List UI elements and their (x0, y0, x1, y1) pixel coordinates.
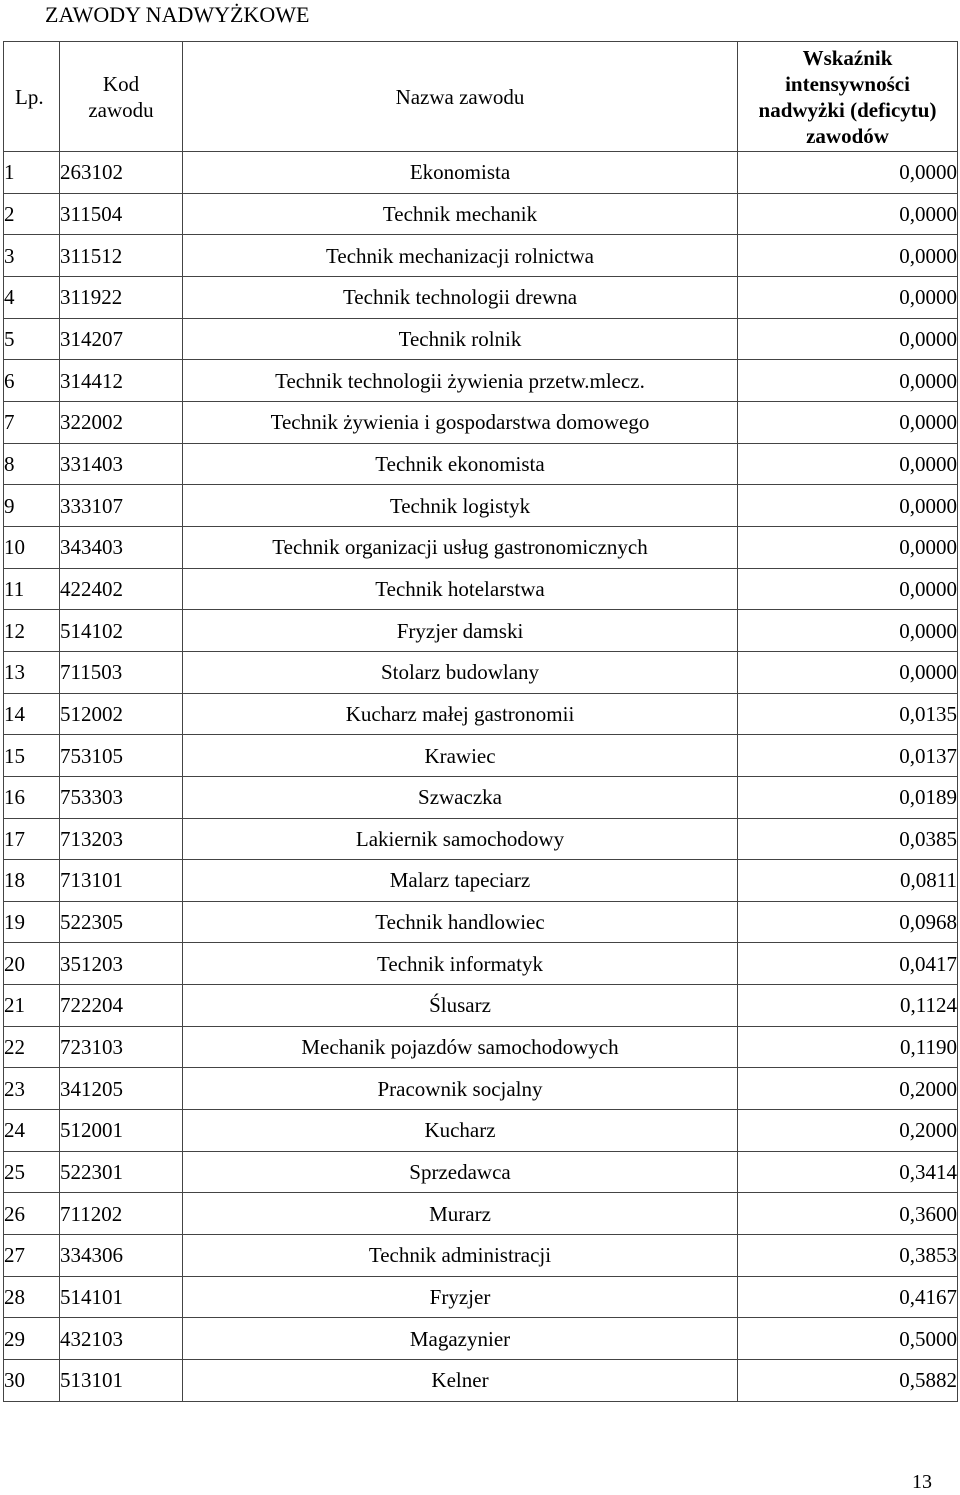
cell-value: 0,0000 (738, 152, 958, 194)
table-row (4, 318, 958, 360)
cell-name: Technik żywienia i gospodarstwa domowego (183, 401, 738, 443)
cell-name: Pracownik socjalny (183, 1068, 738, 1110)
cell-lp: 19 (4, 901, 60, 943)
cell-code: 753105 (60, 735, 183, 777)
cell-name: Stolarz budowlany (183, 651, 738, 693)
table-row (4, 568, 958, 610)
cell-lp: 15 (4, 735, 60, 777)
table-row (4, 485, 958, 527)
cell-value: 0,3414 (738, 1151, 958, 1193)
occupations-table (3, 41, 958, 1402)
cell-value: 0,0135 (738, 693, 958, 735)
cell-code: 334306 (60, 1235, 183, 1277)
header-code-line1: Kod (102, 71, 140, 96)
cell-name: Technik mechanik (183, 193, 738, 235)
cell-value: 0,5000 (738, 1318, 958, 1360)
cell-value: 0,0000 (738, 318, 958, 360)
cell-value: 0,0137 (738, 735, 958, 777)
cell-lp: 20 (4, 943, 60, 985)
table-header-row (4, 42, 958, 152)
cell-name: Mechanik pojazdów samochodowych (183, 1026, 738, 1068)
cell-value: 0,2000 (738, 1068, 958, 1110)
cell-lp: 18 (4, 860, 60, 902)
cell-code: 713101 (60, 860, 183, 902)
cell-value: 0,0811 (738, 860, 958, 902)
table-row (4, 1110, 958, 1152)
cell-value: 0,0000 (738, 193, 958, 235)
page-number: 13 (912, 1471, 932, 1493)
table-row (4, 860, 958, 902)
table-body (4, 152, 958, 1402)
cell-lp: 7 (4, 401, 60, 443)
cell-code: 322002 (60, 401, 183, 443)
cell-name: Fryzjer (183, 1276, 738, 1318)
cell-code: 351203 (60, 943, 183, 985)
cell-name: Technik technologii drewna (183, 276, 738, 318)
table-row (4, 985, 958, 1027)
cell-value: 0,0000 (738, 485, 958, 527)
cell-code: 311512 (60, 235, 183, 277)
cell-code: 514101 (60, 1276, 183, 1318)
cell-lp: 11 (4, 568, 60, 610)
cell-code: 341205 (60, 1068, 183, 1110)
table-row (4, 943, 958, 985)
cell-name: Kucharz małej gastronomii (183, 693, 738, 735)
cell-name: Technik hotelarstwa (183, 568, 738, 610)
cell-lp: 16 (4, 776, 60, 818)
cell-lp: 25 (4, 1151, 60, 1193)
cell-lp: 28 (4, 1276, 60, 1318)
cell-name: Technik mechanizacji rolnictwa (183, 235, 738, 277)
cell-lp: 29 (4, 1318, 60, 1360)
cell-code: 753303 (60, 776, 183, 818)
page-title: ZAWODY NADWYŻKOWE (45, 2, 310, 27)
table-row (4, 776, 958, 818)
header-index-line2: intensywności (785, 71, 910, 96)
cell-code: 713203 (60, 818, 183, 860)
cell-name: Technik handlowiec (183, 901, 738, 943)
cell-name: Technik rolnik (183, 318, 738, 360)
table-row (4, 1068, 958, 1110)
cell-code: 514102 (60, 610, 183, 652)
cell-value: 0,0385 (738, 818, 958, 860)
cell-lp: 5 (4, 318, 60, 360)
table-row (4, 735, 958, 777)
cell-value: 0,0000 (738, 443, 958, 485)
header-index (738, 42, 958, 152)
cell-value: 0,4167 (738, 1276, 958, 1318)
cell-value: 0,2000 (738, 1110, 958, 1152)
table-row (4, 1360, 958, 1402)
cell-code: 333107 (60, 485, 183, 527)
header-index-line4: zawodów (806, 123, 889, 148)
cell-lp: 17 (4, 818, 60, 860)
cell-name: Szwaczka (183, 776, 738, 818)
cell-lp: 21 (4, 985, 60, 1027)
cell-name: Malarz tapeciarz (183, 860, 738, 902)
table-row (4, 1026, 958, 1068)
cell-code: 343403 (60, 526, 183, 568)
cell-code: 522301 (60, 1151, 183, 1193)
cell-name: Kucharz (183, 1110, 738, 1152)
cell-code: 512002 (60, 693, 183, 735)
cell-value: 0,0189 (738, 776, 958, 818)
table-row (4, 526, 958, 568)
cell-code: 512001 (60, 1110, 183, 1152)
cell-name: Ślusarz (183, 985, 738, 1027)
cell-value: 0,3853 (738, 1235, 958, 1277)
cell-lp: 9 (4, 485, 60, 527)
cell-lp: 24 (4, 1110, 60, 1152)
header-lp: Lp. (4, 42, 60, 152)
cell-lp: 12 (4, 610, 60, 652)
cell-code: 311922 (60, 276, 183, 318)
cell-name: Krawiec (183, 735, 738, 777)
cell-value: 0,1190 (738, 1026, 958, 1068)
cell-lp: 13 (4, 651, 60, 693)
table-row (4, 1318, 958, 1360)
table-row (4, 818, 958, 860)
cell-name: Murarz (183, 1193, 738, 1235)
cell-lp: 26 (4, 1193, 60, 1235)
table-row (4, 276, 958, 318)
cell-lp: 4 (4, 276, 60, 318)
header-code-line2: zawodu (88, 97, 154, 122)
cell-code: 311504 (60, 193, 183, 235)
cell-lp: 23 (4, 1068, 60, 1110)
cell-value: 0,0000 (738, 276, 958, 318)
table-row (4, 360, 958, 402)
cell-value: 0,1124 (738, 985, 958, 1027)
cell-lp: 30 (4, 1360, 60, 1402)
table-row (4, 1151, 958, 1193)
table-row (4, 693, 958, 735)
table-row (4, 1193, 958, 1235)
header-name: Nazwa zawodu (183, 42, 738, 152)
cell-name: Technik administracji (183, 1235, 738, 1277)
cell-value: 0,0000 (738, 568, 958, 610)
cell-name: Technik ekonomista (183, 443, 738, 485)
table-row (4, 1276, 958, 1318)
table-row (4, 610, 958, 652)
cell-value: 0,0000 (738, 526, 958, 568)
header-index-line3: nadwyżki (deficytu) (758, 97, 937, 122)
table-row (4, 152, 958, 194)
cell-value: 0,5882 (738, 1360, 958, 1402)
cell-code: 722204 (60, 985, 183, 1027)
cell-value: 0,3600 (738, 1193, 958, 1235)
cell-code: 331403 (60, 443, 183, 485)
cell-name: Fryzjer damski (183, 610, 738, 652)
cell-code: 422402 (60, 568, 183, 610)
cell-code: 711202 (60, 1193, 183, 1235)
table-row (4, 193, 958, 235)
cell-lp: 8 (4, 443, 60, 485)
cell-value: 0,0000 (738, 235, 958, 277)
table-row (4, 235, 958, 277)
cell-lp: 1 (4, 152, 60, 194)
cell-code: 432103 (60, 1318, 183, 1360)
header-index-line1: Wskaźnik (802, 45, 893, 70)
cell-lp: 14 (4, 693, 60, 735)
cell-lp: 6 (4, 360, 60, 402)
cell-name: Magazynier (183, 1318, 738, 1360)
cell-name: Technik technologii żywienia przetw.mlecz. (183, 360, 738, 402)
table-row (4, 1235, 958, 1277)
cell-code: 513101 (60, 1360, 183, 1402)
cell-lp: 2 (4, 193, 60, 235)
table-row (4, 401, 958, 443)
cell-value: 0,0968 (738, 901, 958, 943)
cell-code: 522305 (60, 901, 183, 943)
cell-name: Technik logistyk (183, 485, 738, 527)
cell-value: 0,0000 (738, 651, 958, 693)
cell-code: 314412 (60, 360, 183, 402)
cell-name: Sprzedawca (183, 1151, 738, 1193)
cell-lp: 10 (4, 526, 60, 568)
cell-name: Kelner (183, 1360, 738, 1402)
cell-name: Lakiernik samochodowy (183, 818, 738, 860)
cell-lp: 27 (4, 1235, 60, 1277)
table-row (4, 651, 958, 693)
cell-value: 0,0000 (738, 360, 958, 402)
cell-value: 0,0000 (738, 610, 958, 652)
table-row (4, 443, 958, 485)
cell-lp: 22 (4, 1026, 60, 1068)
header-code (60, 42, 183, 152)
table-row (4, 901, 958, 943)
cell-code: 711503 (60, 651, 183, 693)
cell-code: 723103 (60, 1026, 183, 1068)
cell-code: 263102 (60, 152, 183, 194)
cell-name: Ekonomista (183, 152, 738, 194)
cell-name: Technik organizacji usług gastronomicznych (183, 526, 738, 568)
cell-value: 0,0000 (738, 401, 958, 443)
cell-code: 314207 (60, 318, 183, 360)
cell-lp: 3 (4, 235, 60, 277)
cell-name: Technik informatyk (183, 943, 738, 985)
cell-value: 0,0417 (738, 943, 958, 985)
